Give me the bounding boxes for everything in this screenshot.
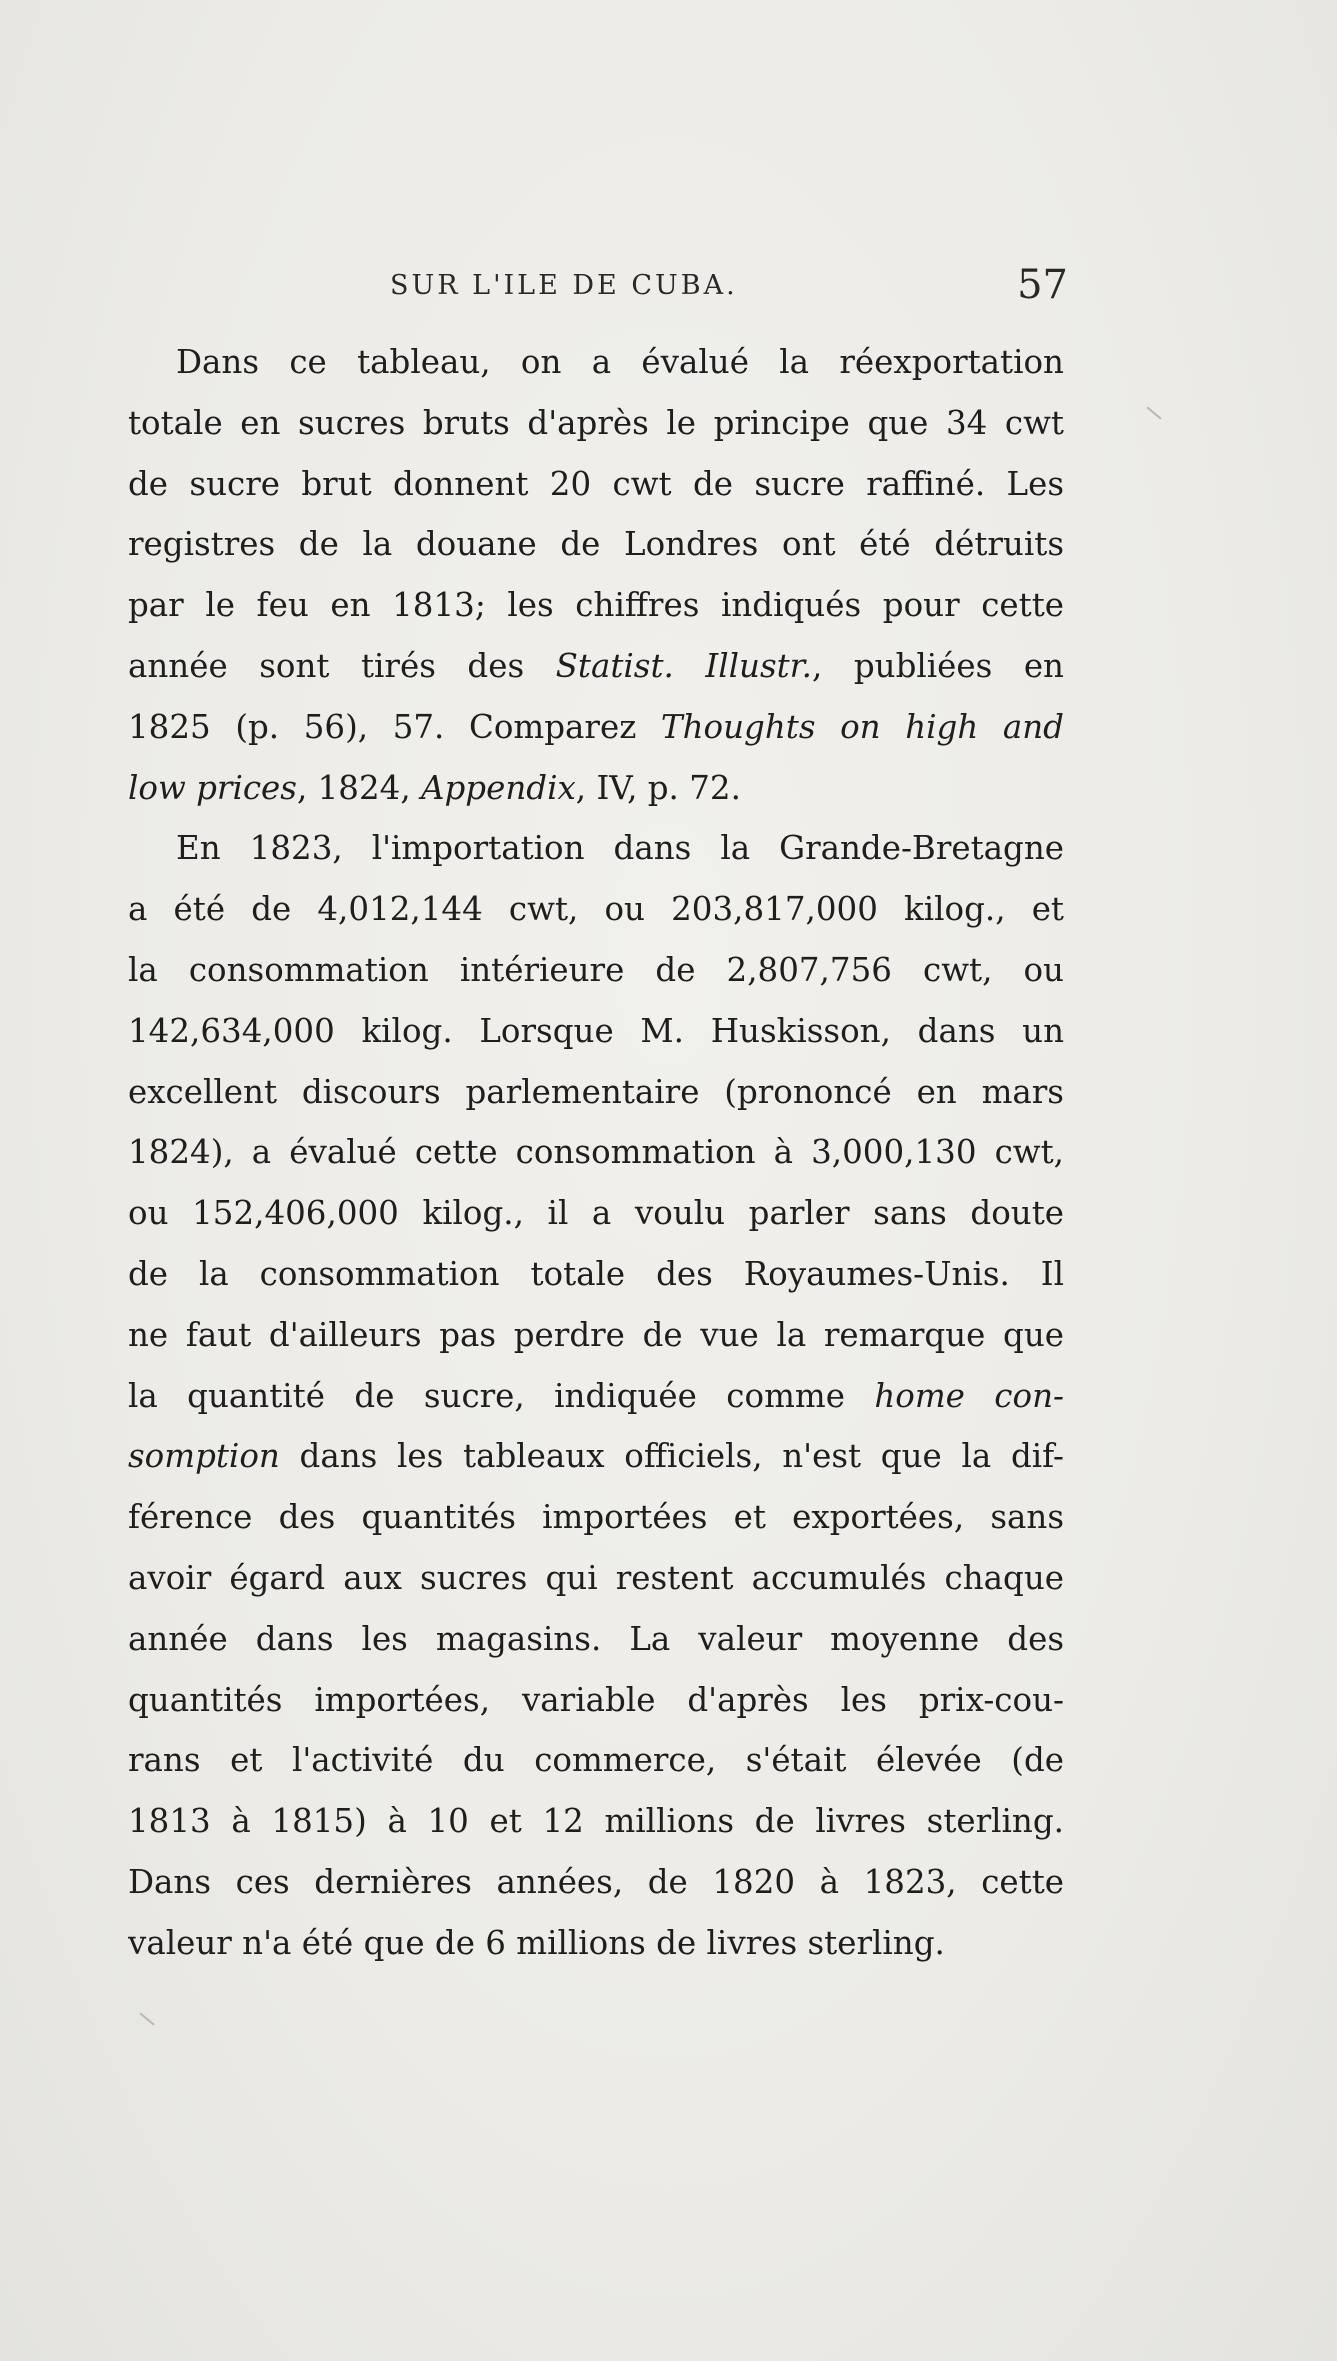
- text-segment: par le feu en 1813; les chiffres indiqués pour cette: [128, 586, 1064, 625]
- text-segment: a été de 4,012,144 cwt, ou 203,817,000 kilog., et: [128, 890, 1064, 929]
- text-line: [128, 1730, 1064, 1791]
- text-line: [128, 575, 1064, 636]
- text-segment: de la consommation totale des Royaumes-Unis. Il: [128, 1254, 1064, 1293]
- text-line: [128, 940, 1064, 1001]
- text-line: [128, 758, 1064, 819]
- text-segment: de sucre brut donnent 20 cwt de sucre raffiné. Les: [128, 464, 1064, 503]
- text-segment: totale en sucres bruts d'après le principe que 34 cwt: [128, 403, 1064, 442]
- text-segment: férence des quantités importées et exportées, sans: [128, 1498, 1064, 1537]
- text-line: [128, 636, 1064, 697]
- text-segment: rans et l'activité du commerce, s'était élevée (de: [128, 1741, 1064, 1780]
- text-segment: la quantité de sucre, indiquée comme: [128, 1376, 875, 1415]
- text-line: [128, 514, 1064, 575]
- italic-segment: home con-: [874, 1376, 1064, 1415]
- text-segment: En 1823, l'importation dans la Grande-Bretagne: [176, 829, 1064, 868]
- italic-segment: somption: [128, 1437, 280, 1476]
- text-segment: , 1824,: [296, 768, 422, 807]
- text-segment: 1825 (p. 56), 57. Comparez: [128, 707, 661, 746]
- text-segment: année dans les magasins. La valeur moyenne des: [128, 1619, 1064, 1658]
- text-line: [128, 1001, 1064, 1062]
- text-line: [128, 1487, 1064, 1548]
- text-line: [128, 1791, 1064, 1852]
- text-line: [128, 1366, 1064, 1427]
- text-segment: la consommation intérieure de 2,807,756 cwt, ou: [128, 950, 1064, 989]
- text-line: [128, 393, 1064, 454]
- text-line: [128, 1426, 1064, 1487]
- text-segment: ou 152,406,000 kilog., il a voulu parler sans doute: [128, 1194, 1064, 1233]
- text-line: [128, 697, 1064, 758]
- text-line: [128, 1913, 1064, 1974]
- text-segment: 1824), a évalué cette consommation à 3,000,130 cwt,: [128, 1133, 1064, 1172]
- text-line: [128, 1062, 1064, 1123]
- text-segment: 1813 à 1815) à 10 et 12 millions de livres sterling.: [128, 1802, 1064, 1841]
- italic-segment: Thoughts on high and: [660, 707, 1064, 746]
- running-head: SUR L'ILE DE CUBA.: [390, 270, 738, 301]
- text-segment: , IV, p. 72.: [575, 768, 741, 807]
- italic-segment: low prices: [128, 768, 297, 807]
- text-line: [128, 1548, 1064, 1609]
- text-segment: registres de la douane de Londres ont été détruits: [128, 525, 1064, 564]
- text-line: [128, 818, 1064, 879]
- italic-segment: Statist. Illustr.: [555, 646, 812, 685]
- paper-speck: [1146, 406, 1161, 419]
- text-line: [128, 879, 1064, 940]
- page-number: 57: [1017, 262, 1068, 308]
- text-segment: 142,634,000 kilog. Lorsque M. Huskisson, dans un: [128, 1011, 1064, 1050]
- text-segment: dans les tableaux officiels, n'est que la dif-: [279, 1437, 1064, 1476]
- text-line: [128, 1122, 1064, 1183]
- text-segment: quantités importées, variable d'après les prix-cou-: [128, 1680, 1064, 1719]
- text-line: [128, 1183, 1064, 1244]
- text-line: [128, 1670, 1064, 1731]
- text-segment: , publiées en: [811, 646, 1064, 685]
- text-line: [128, 332, 1064, 393]
- text-segment: année sont tirés des: [128, 646, 556, 685]
- text-line: [128, 454, 1064, 515]
- page-header: [178, 262, 1068, 322]
- body-text: [128, 332, 1064, 1974]
- text-line: [128, 1244, 1064, 1305]
- text-segment: excellent discours parlementaire (prononcé en mars: [128, 1072, 1064, 1111]
- text-line: [128, 1852, 1064, 1913]
- italic-segment: Appendix: [421, 768, 576, 807]
- text-segment: Dans ces dernières années, de 1820 à 1823, cette: [128, 1862, 1064, 1901]
- text-line: [128, 1609, 1064, 1670]
- paper-speck: [139, 2012, 154, 2025]
- text-segment: avoir égard aux sucres qui restent accumulés chaque: [128, 1558, 1064, 1597]
- text-line: [128, 1305, 1064, 1366]
- text-segment: Dans ce tableau, on a évalué la réexportation: [176, 343, 1064, 381]
- text-segment: ne faut d'ailleurs pas perdre de vue la remarque que: [128, 1315, 1064, 1354]
- text-segment: valeur n'a été que de 6 millions de livres sterling.: [128, 1923, 945, 1962]
